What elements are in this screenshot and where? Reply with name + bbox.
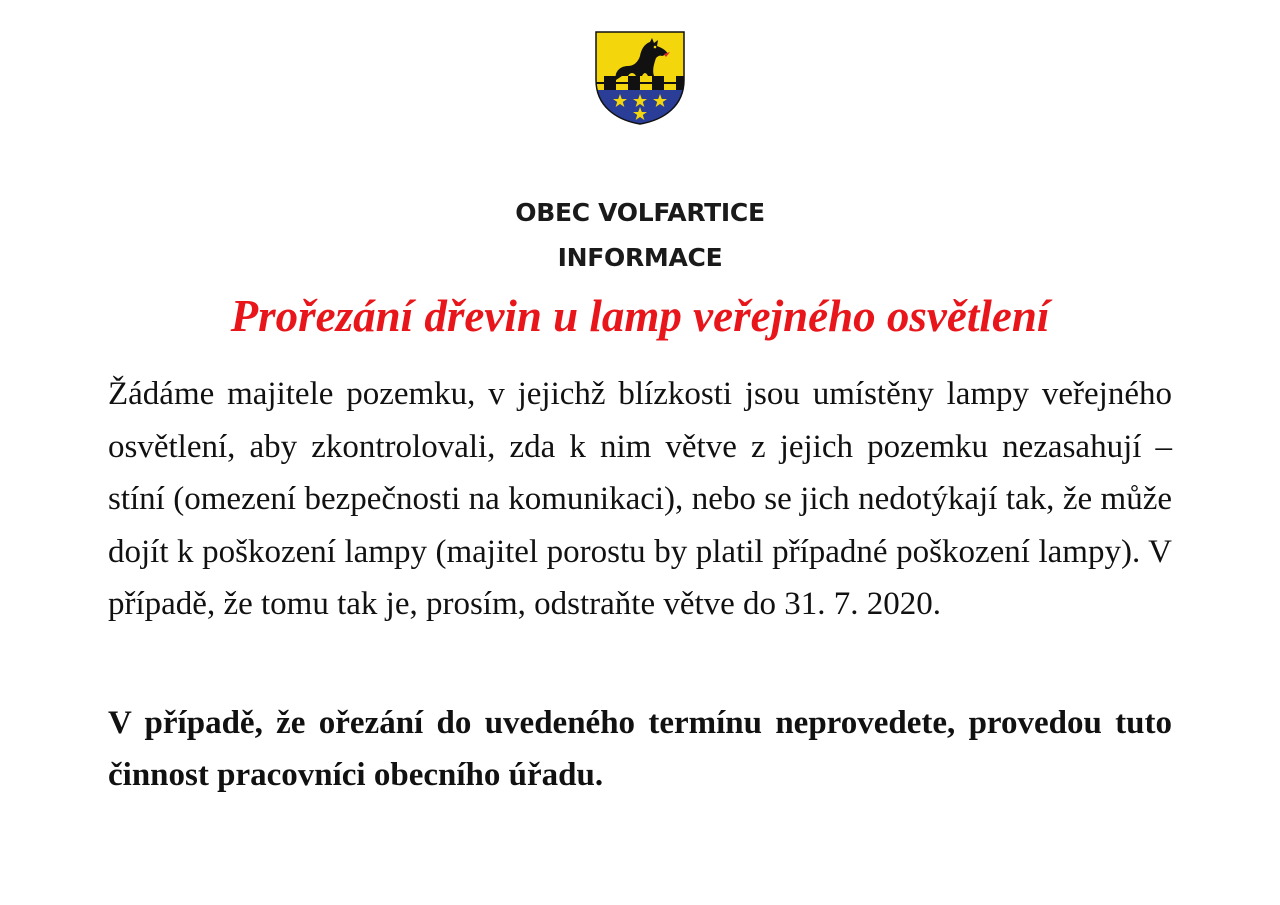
municipality-heading: OBEC VOLFARTICE — [515, 198, 765, 227]
notice-title: Prořezání dřevin u lamp veřejného osvětlení — [230, 291, 1050, 341]
notice-paragraph: Žádáme majitele pozemku, v jejichž blízkosti jsou umístěny lampy veřejného osvětlení, aby zkontrolovali, zda k nim větve z jejich pozemku nezasahují – stíní (omezení bezpečnosti na komunikaci), nebo se jich nedotýkají tak, že může dojít k poškození lampy (majitel porostu by platil případné poškození lampy). V případě, že tomu tak je, prosím, odstraňte větve do 31. 7. 2020. — [108, 376, 1172, 622]
coat-of-arms-icon — [594, 30, 686, 126]
information-heading: INFORMACE — [557, 243, 723, 272]
notice-warning-paragraph: V případě, že ořezání do uvedeného termínu neprovedete, provedou tuto činnost pracovníci obecního úřadu. — [108, 705, 1172, 793]
